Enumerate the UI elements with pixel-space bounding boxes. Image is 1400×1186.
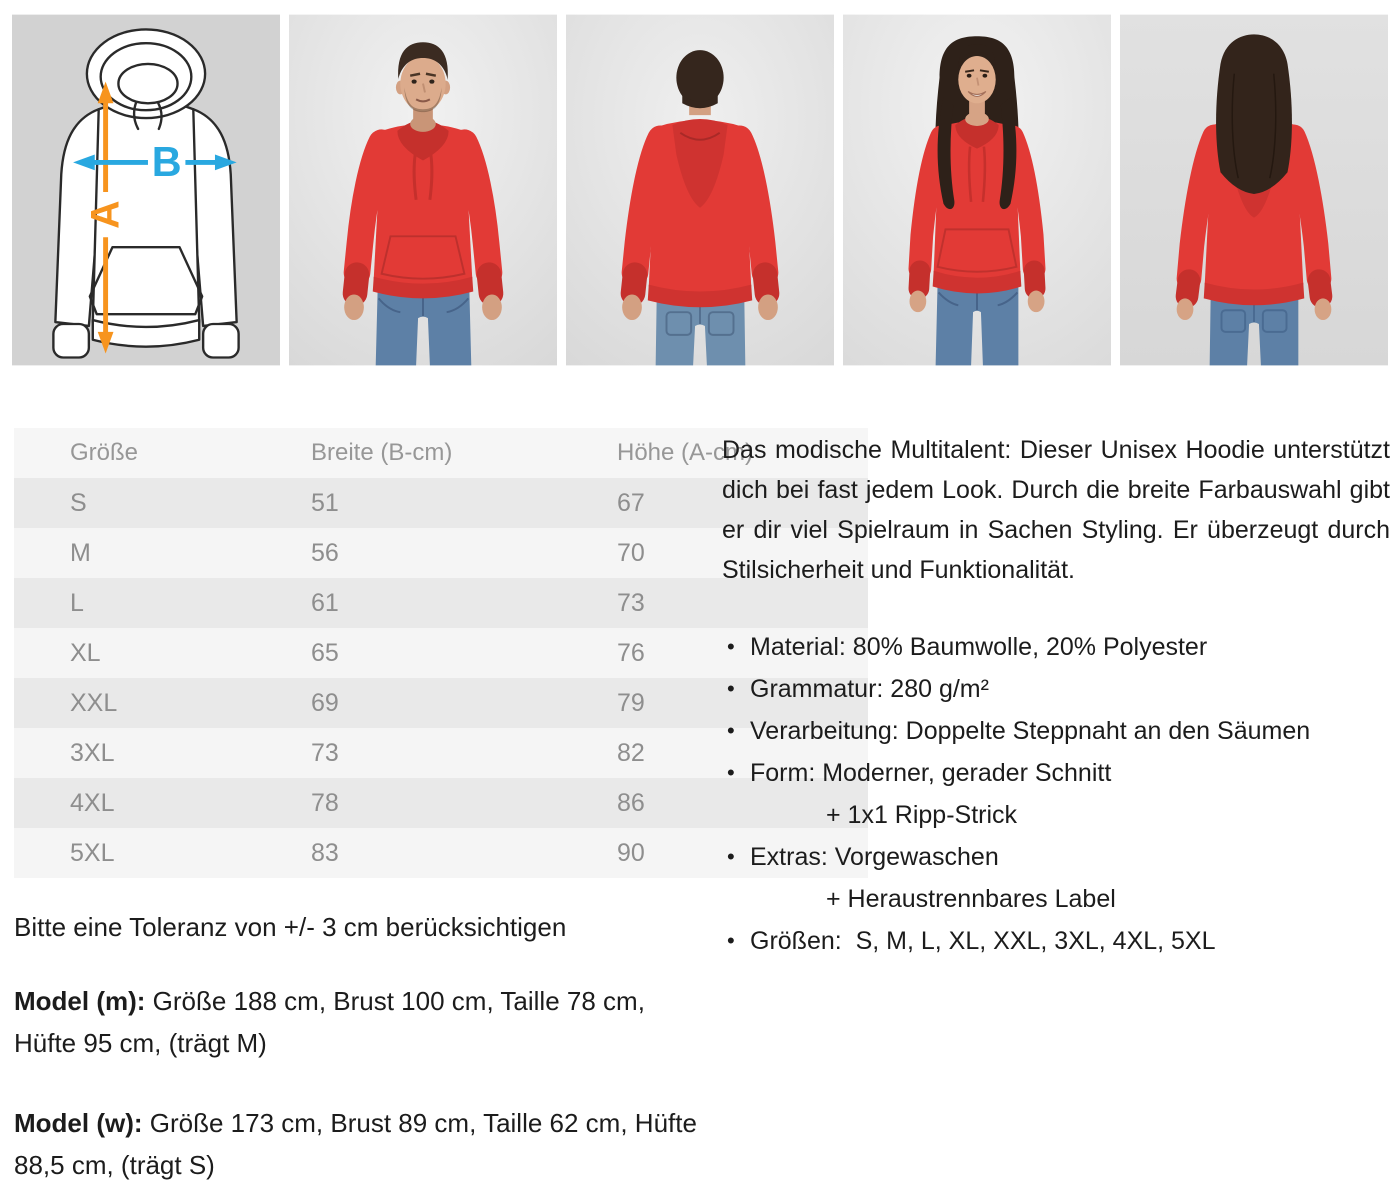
woman-front-illustration	[843, 12, 1111, 368]
value-cell: 82	[561, 728, 868, 778]
photo-woman-front	[843, 12, 1111, 368]
value-cell: 73	[561, 578, 868, 628]
feature-text: • Material: 80% Baumwolle, 20% Polyester	[722, 626, 1390, 668]
size-cell: 4XL	[14, 778, 255, 828]
model-w-note	[14, 1102, 706, 1186]
size-diagram-image	[12, 12, 280, 368]
value-cell: 67	[561, 478, 868, 528]
man-back-illustration	[566, 12, 834, 368]
size-cell: 3XL	[14, 728, 255, 778]
product-description	[722, 430, 1390, 962]
value-cell: 73	[255, 728, 561, 778]
product-image-row	[12, 12, 1388, 368]
model-w-text: Größe 173 cm, Brust 89 cm, Taille 62 cm, Hüfte 88,5 cm, (trägt S)	[14, 1108, 697, 1180]
woman-back-illustration	[1120, 12, 1388, 368]
model-m-label: Model (m):	[14, 986, 146, 1016]
model-m-text: Größe 188 cm, Brust 100 cm, Taille 78 cm, Hüfte 95 cm, (trägt M)	[14, 986, 645, 1058]
value-cell: 79	[561, 678, 868, 728]
feature-text: • Grammatur: 280 g/m²	[722, 668, 1390, 710]
value-cell: 69	[255, 678, 561, 728]
size-cell: XXL	[14, 678, 255, 728]
feature-item	[722, 752, 1390, 836]
label-b: B	[151, 139, 182, 186]
photo-man-front	[289, 12, 557, 368]
feature-text: • Verarbeitung: Doppelte Steppnaht an den Säumen	[722, 710, 1390, 752]
size-cell: M	[14, 528, 255, 578]
value-cell: 76	[561, 628, 868, 678]
value-cell: 70	[561, 528, 868, 578]
feature-list	[722, 626, 1390, 962]
value-cell: 78	[255, 778, 561, 828]
feature-item	[722, 668, 1390, 710]
man-front-illustration	[289, 12, 557, 368]
column-header: Größe	[14, 428, 255, 478]
photo-woman-back	[1120, 12, 1388, 368]
feature-text: • Extras: Vorgewaschen	[722, 836, 1390, 878]
size-cell: L	[14, 578, 255, 628]
description-intro: Das modische Multitalent: Dieser Unisex Hoodie unterstützt dich bei fast jedem Look. Durch die breite Farbauswahl gibt er dir viel Spielraum in Sachen Styling. Er überzeugt durch Stilsicherheit und Funktionalität.	[722, 436, 1390, 584]
size-cell: 5XL	[14, 828, 255, 878]
column-header: Höhe (A-cm)	[561, 428, 868, 478]
feature-text: • Größen: S, M, L, XL, XXL, 3XL, 4XL, 5XL	[722, 920, 1390, 962]
feature-subtext: + 1x1 Ripp-Strick	[826, 801, 1018, 829]
value-cell: 51	[255, 478, 561, 528]
model-m-note	[14, 980, 706, 1064]
label-a: A	[83, 200, 128, 229]
feature-item	[722, 710, 1390, 752]
photo-man-back	[566, 12, 834, 368]
feature-text: • Form: Moderner, gerader Schnitt	[722, 752, 1390, 794]
model-w-label: Model (w):	[14, 1108, 143, 1138]
hoodie-measurement-diagram	[12, 12, 280, 368]
size-cell: S	[14, 478, 255, 528]
value-cell: 56	[255, 528, 561, 578]
feature-item	[722, 836, 1390, 920]
size-cell: XL	[14, 628, 255, 678]
feature-subtext: + Heraustrennbares Label	[826, 885, 1116, 913]
column-header: Breite (B-cm)	[255, 428, 561, 478]
tolerance-note: Bitte eine Toleranz von +/- 3 cm berücksichtigen	[14, 912, 567, 942]
feature-item	[722, 920, 1390, 962]
value-cell: 61	[255, 578, 561, 628]
value-cell: 83	[255, 828, 561, 878]
value-cell: 86	[561, 778, 868, 828]
value-cell: 90	[561, 828, 868, 878]
value-cell: 65	[255, 628, 561, 678]
feature-item	[722, 626, 1390, 668]
